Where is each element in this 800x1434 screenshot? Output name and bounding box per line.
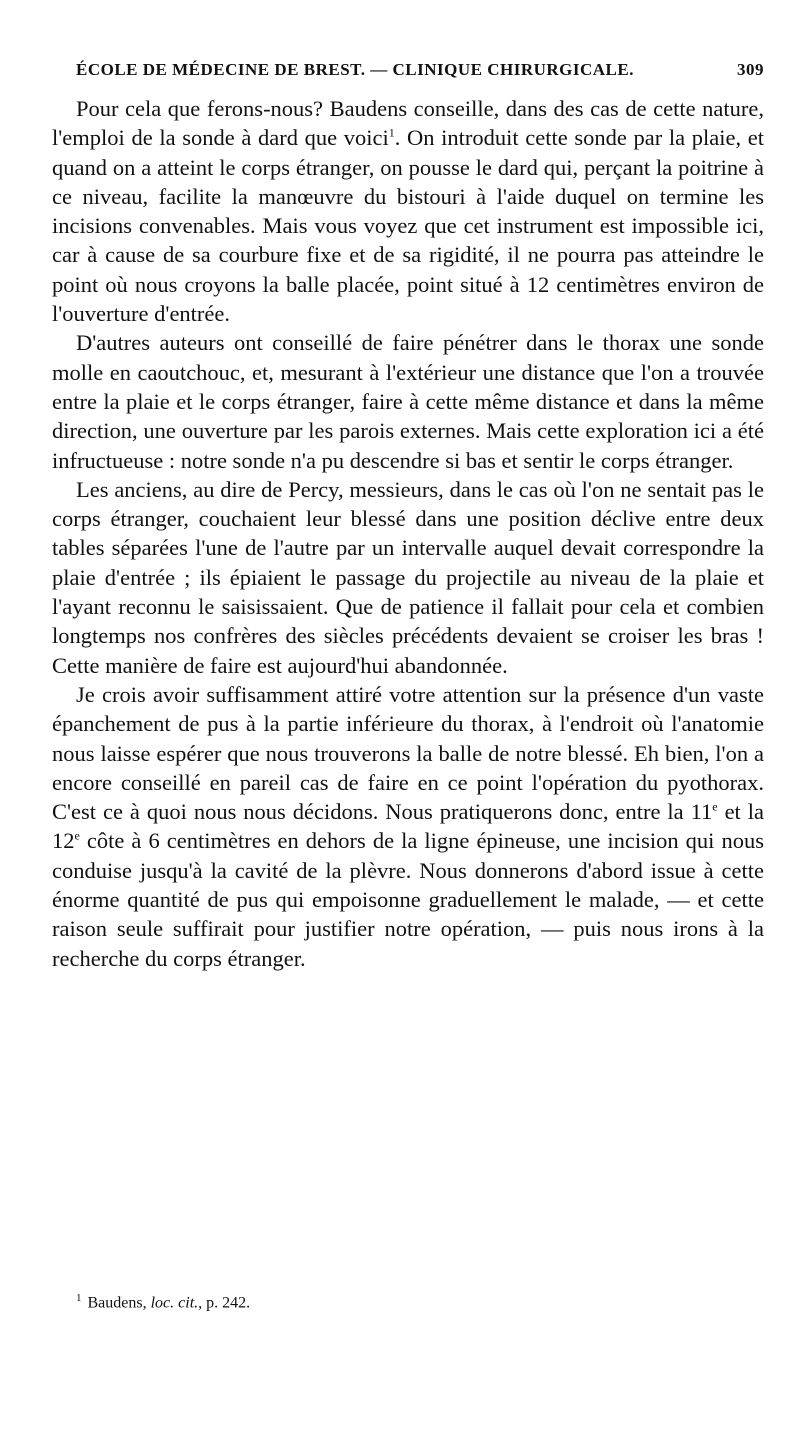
paragraph-4 [52,680,764,973]
running-header [76,60,764,80]
paragraph-4-text-a: Je crois avoir suffisamment attiré votre attention sur la présence d'un vaste épanchement de pus à la partie inférieure du thorax, à l'endroit où l'anatomie nous laisse espérer que nous trouverons la balle de notre blessé. Eh bien, l'on a encore conseillé en pareil cas de faire en ce point l'opération du pyothorax. C'est ce à quoi nous nous décidons. Nous pratiquerons donc, entre la 11 [52,681,764,825]
footnote-reference: 1 [388,125,395,140]
footnote-author: Baudens, [87,1294,147,1312]
ordinal-suffix: e [712,799,718,814]
paragraph-4-text-b: et la 12 [52,799,764,854]
page-number: 309 [737,60,764,79]
body-text [52,94,764,973]
header-title: ÉCOLE DE MÉDECINE DE BREST. — CLINIQUE CHIRURGICALE. [76,60,634,79]
footnote-ref: loc. cit. [150,1294,199,1312]
footnote-page: , p. 242. [198,1294,251,1312]
paragraph-3: Les anciens, au dire de Percy, messieurs, dans le cas où l'on ne sentait pas le corps étranger, couchaient leur blessé dans une position déclive entre deux tables séparées l'une de l'autre par un intervalle auquel devait correspondre la plaie d'entrée ; ils épiaient le passage du projectile au niveau de la plaie et l'ayant reconnu le saisissaient. Que de patience il fallait pour cela et combien longtemps nos confrères des siècles précédents devaient se croiser les bras ! Cette manière de faire est aujourd'hui abandonnée. [52,476,764,678]
paragraph-1 [52,94,764,328]
paragraph-4-text-c: côte à 6 centimètres en dehors de la ligne épineuse, une incision qui nous conduise jusqu'à la cavité de la plèvre. Nous donnerons d'abord issue à cette énorme quantité de pus qui empoisonne graduellement le malade, — et cette raison seule suffirait pour justifier notre opération, — puis nous irons à la recherche du corps étranger. [52,828,764,971]
document-page [52,0,764,1434]
paragraph-1-text-b: . On introduit cette sonde par la plaie, et quand on a atteint le corps étranger, on pousse le dard qui, perçant la poitrine à ce niveau, facilite la manœuvre du bistouri à l'aide duquel on termine les incisions convenables. Mais vous voyez que cet instrument est impossible ici, car à cause de sa courbure fixe et de sa rigidité, il ne pourra pas atteindre le point où nous croyons la balle placée, point situé à 12 centimètres environ de l'ouverture d'entrée. [52,125,764,327]
paragraph-1-text-a: Pour cela que ferons-nous? Baudens conseille, dans des cas de cette nature, l'emploi de la sonde à dard que voici [52,96,764,151]
footnote [76,1292,764,1312]
footnote-mark: 1 [76,1292,82,1304]
ordinal-suffix: e [74,828,80,843]
paragraph-2: D'autres auteurs ont conseillé de faire pénétrer dans le thorax une sonde molle en caoutchouc, et, mesurant à l'extérieur une distance que l'on a trouvée entre la plaie et le corps étranger, faire à cette même distance et dans la même direction, une ouverture par les parois externes. Mais cette exploration ici a été infructueuse : notre sonde n'a pu descendre si bas et sentir le corps étranger. [52,330,764,473]
